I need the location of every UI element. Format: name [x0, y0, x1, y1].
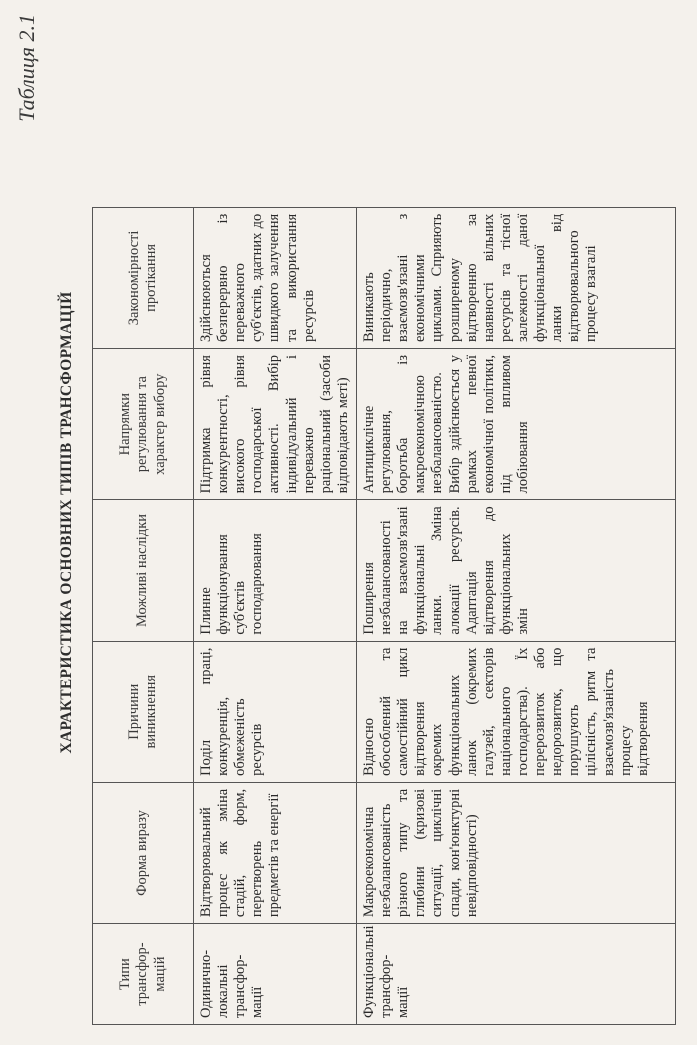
table-number: Таблиця 2.1	[14, 14, 39, 122]
table-row	[356, 16, 675, 1025]
column-header: Закономірності протікання	[93, 207, 194, 348]
table-cell: Відносно обособлений та самостійний цикл відтворення окремих функціональних ланок (окремих галузей, секторів національного господарства). Їх перерозвиток або недорозвиток, що порушують цілісність, ритм та взаємозв'язаність процесу відтворення	[356, 641, 675, 782]
table-cell: Здійснюються безперервно із переважного суб'єктів, здатних до швидкого залучення та використання ресурсів	[194, 207, 357, 348]
table-cell: Антициклічне регулювання, боротьба із макроекономічною незбалансованістю. Вибір здійснюється у рамках певної економічної політики, під впливом лобіювання	[356, 349, 675, 500]
table-cell: Виникають періодично, взаємозв'язані з економічними циклами. Сприяють розширеному відтворенню за наявності вільних ресурсів та тісної залежності даної функціональної ланки від відтворювального процесу взагалі	[356, 207, 675, 348]
column-header: Типи трансфор-мацій	[93, 924, 194, 1025]
column-header: Напрямки регулювання та характер вибору	[93, 349, 194, 500]
table-cell: Поділ праці, конкуренція, обмеженість ресурсів	[194, 641, 357, 782]
column-header: Можливі наслідки	[93, 500, 194, 641]
table-cell: Функціональні трансфор-мації	[356, 924, 675, 1025]
transformations-table	[92, 15, 676, 1025]
column-header: Форма виразу	[93, 782, 194, 923]
table-cell: Макроекономічна незбалансованість різного типу та глибини (кризові ситуації, циклічні спади, кон'юнктурні невідповідності)	[356, 782, 675, 923]
table-cell: Одинично-локальні трансфор-мації	[194, 924, 357, 1025]
table-header-row	[93, 16, 194, 1025]
table-cell: Відтворювальний процес як зміна стадій, форм, перетворень предметів та енергії	[194, 782, 357, 923]
table-cell: Підтримка рівня конкурентності, високого рівня господарської активності. Вибір індивідуальний і переважно раціональний (засоби відповідають меті)	[194, 349, 357, 500]
table-title: ХАРАКТЕРИСТИКА ОСНОВНИХ ТИПІВ ТРАНСФОРМАЦІЙ	[58, 291, 75, 754]
table-cell: Поширення незбалансованості на взаємозв'язані функціональні ланки. Зміна алокації ресурсів. Адаптація відтворення до функціональних змін	[356, 500, 675, 641]
table-row	[194, 16, 357, 1025]
table-cell: Плинне функціонування суб'єктів господарювання	[194, 500, 357, 641]
column-header: Причини виникнення	[93, 641, 194, 782]
